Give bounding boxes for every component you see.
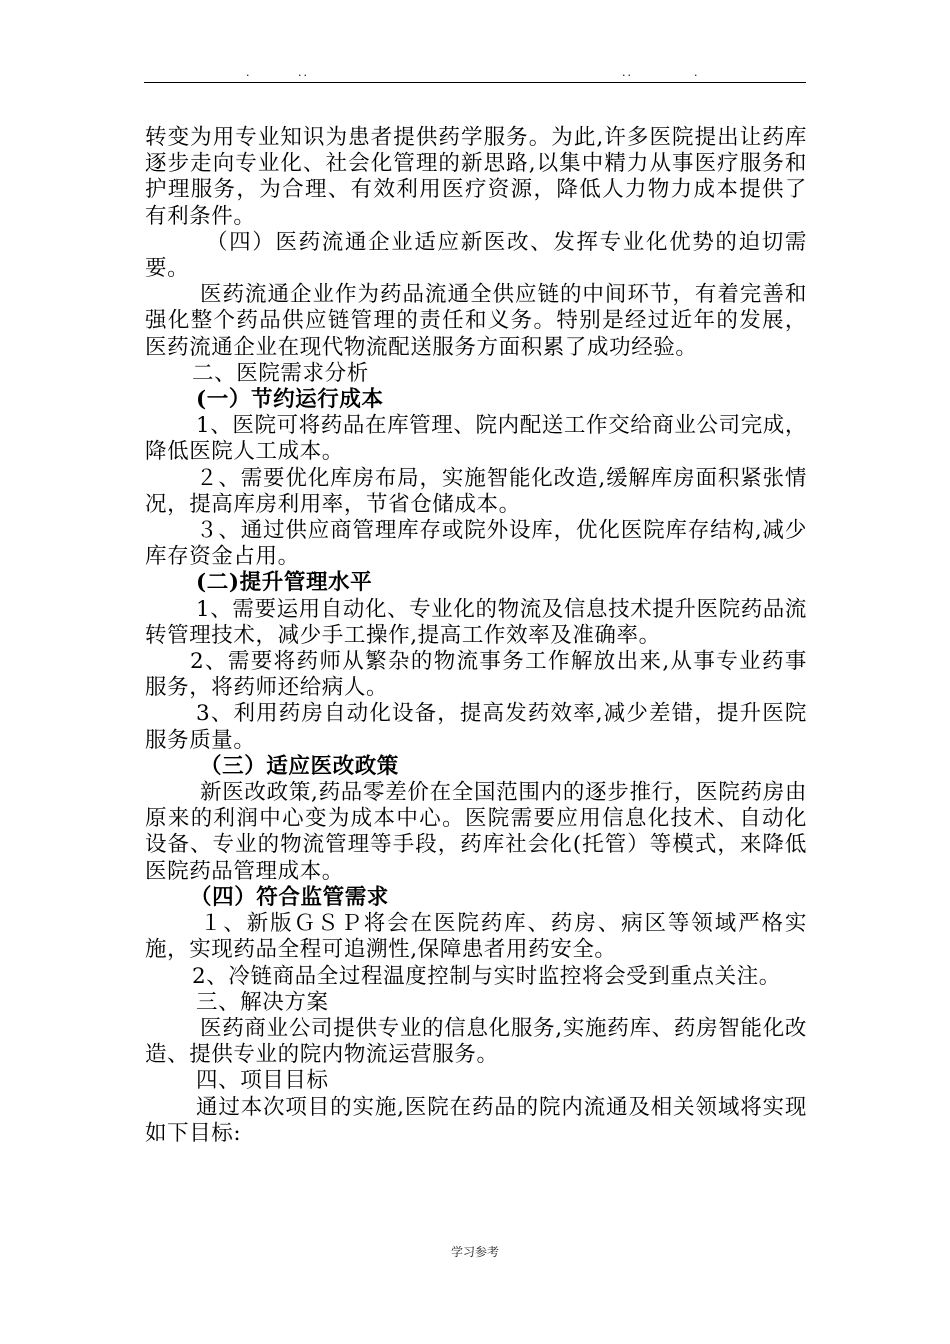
list-item: 2、冷链商品全过程温度控制与实时监控将会受到重点关注。	[192, 963, 781, 989]
list-item: ２、需要优化库房布局，实施智能化改造,缓解库房面积紧张情况，提高库房利用率，节省仓储成本。	[145, 465, 807, 517]
header-dots-left-2: ..	[298, 66, 309, 79]
document-body	[145, 125, 807, 1147]
list-item: 2、需要将药师从繁杂的物流事务工作解放出来,从事专业药事服务，将药师还给病人。	[145, 649, 807, 701]
list-item: １、新版ＧＳＰ将会在医院药库、药房、病区等领域严格实施，实现药品全程可追溯性,保障患者用药安全。	[145, 911, 807, 963]
list-item: ３、通过供应商管理库存或院外设库，优化医院库存结构,减少库存资金占用。	[145, 518, 807, 570]
section-heading: 四、项目目标	[196, 1068, 329, 1094]
list-item: 1、医院可将药品在库管理、院内配送工作交给商业公司完成，降低医院人工成本。	[145, 413, 807, 465]
header-dots-left-1: .	[246, 66, 252, 79]
subsection-heading: (一）节约运行成本	[196, 387, 384, 413]
body-paragraph: 医药流通企业作为药品流通全供应链的中间环节，有着完善和强化整个药品供应链管理的责任和义务。特别是经过近年的发展，医药流通企业在现代物流配送服务方面积累了成功经验。	[145, 282, 807, 360]
subsection-heading: (二)提升管理水平	[196, 570, 373, 596]
body-paragraph: 通过本次项目的实施,医院在药品的院内流通及相关领域将实现如下目标:	[145, 1094, 807, 1146]
header-dots-right-1: ..	[622, 66, 633, 79]
page-footer: 学习参考	[450, 1245, 499, 1259]
body-paragraph: 新医改政策,药品零差价在全国范围内的逐步推行，医院药房由原来的利润中心变为成本中心。医院需要应用信息化技术、自动化设备、专业的物流管理等手段，药库社会化(托管）等模式，来降低医院药品管理成本。	[145, 780, 807, 884]
list-item: 1、需要运用自动化、专业化的物流及信息技术提升医院药品流转管理技术，减少手工操作,提高工作效率及准确率。	[145, 596, 807, 648]
subsection-heading: （三）适应医改政策	[200, 753, 399, 779]
section-heading: 二、医院需求分析	[192, 360, 369, 386]
subsection-heading: （四）符合监管需求	[190, 884, 389, 910]
header-rule	[144, 82, 806, 83]
body-paragraph: 转变为用专业知识为患者提供药学服务。为此,许多医院提出让药库逐步走向专业化、社会化管理的新思路,以集中精力从事医疗服务和护理服务，为合理、有效利用医疗资源，降低人力物力成本提供了有利条件。	[145, 125, 807, 229]
body-paragraph: 医药商业公司提供专业的信息化服务,实施药库、药房智能化改造、提供专业的院内物流运营服务。	[145, 1015, 807, 1068]
list-item: 3、利用药房自动化设备，提高发药效率,减少差错，提升医院服务质量。	[145, 701, 807, 753]
section-heading: （四）医药流通企业适应新医改、发挥专业化优势的迫切需要。	[145, 229, 807, 282]
section-heading: 三、解决方案	[196, 989, 329, 1015]
header-dots-right-2: .	[694, 66, 700, 79]
